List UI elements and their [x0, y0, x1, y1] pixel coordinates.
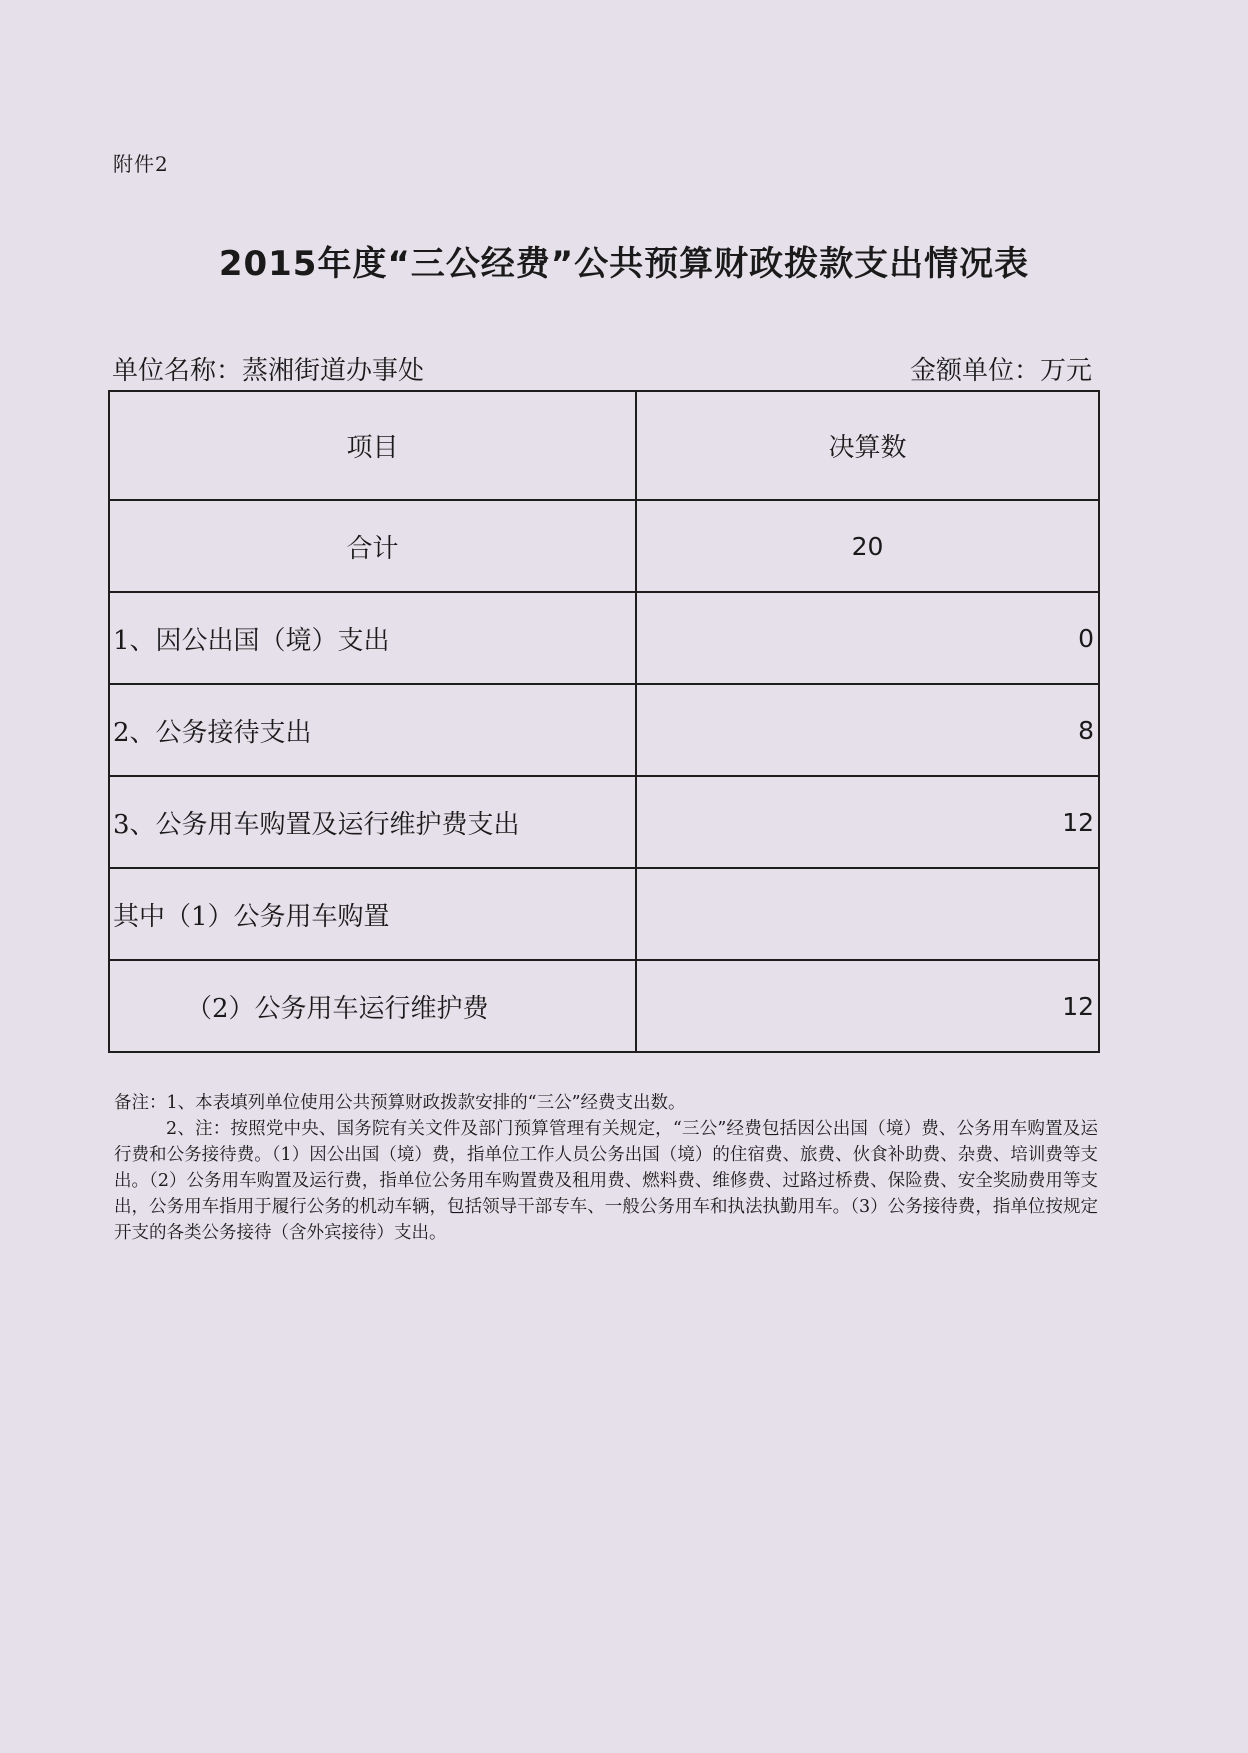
note-2: 2、注：按照党中央、国务院有关文件及部门预算管理有关规定，“三公”经费包括因公出国（境）费、公务用车购置及运行费和公务接待费。（1）因公出国（境）费，指单位工作人员公务出国（境）的住宿费、旅费、伙食补助费、杂费、培训费等支出。（2）公务用车购置及运行费，指单位公务用车购置费及租用费、燃料费、维修费、过路过桥费、保险费、安全奖励费用等支出，公务用车指用于履行公务的机动车辆，包括领导干部专车、一般公务用车和执法执勤用车。（3）公务接待费，指单位按规定开支的各类公务接待（含外宾接待）支出。 — [114, 1119, 1098, 1243]
table-row — [109, 592, 1099, 684]
table-header-row — [109, 391, 1099, 500]
row-value — [636, 868, 1099, 960]
row-value: 0 — [636, 592, 1099, 684]
row-value: 12 — [636, 776, 1099, 868]
row-value: 12 — [636, 960, 1099, 1052]
page-title: 2015年度“三公经费”公共预算财政拨款支出情况表 — [218, 244, 1030, 284]
row-value: 8 — [636, 684, 1099, 776]
column-header-item: 项目 — [109, 391, 636, 500]
budget-table — [108, 390, 1100, 1053]
attachment-label: 附件2 — [113, 152, 169, 176]
row-item-label: 2、公务接待支出 — [109, 684, 636, 776]
amount-unit: 金额单位：万元 — [909, 356, 1092, 386]
row-item-label: 3、公务用车购置及运行维护费支出 — [109, 776, 636, 868]
table-row — [109, 776, 1099, 868]
notes-section — [114, 1090, 1098, 1246]
column-header-value: 决算数 — [636, 391, 1099, 500]
table-row — [109, 960, 1099, 1052]
table-row-total — [109, 500, 1099, 592]
note-1: 备注：1、本表填列单位使用公共预算财政拨款安排的“三公”经费支出数。 — [114, 1093, 686, 1113]
row-item-label: 合计 — [109, 500, 636, 592]
row-item-label: （2）公务用车运行维护费 — [109, 960, 636, 1052]
unit-name: 单位名称：蒸湘街道办事处 — [112, 356, 425, 386]
row-value: 20 — [636, 500, 1099, 592]
table-row — [109, 868, 1099, 960]
row-item-label: 1、因公出国（境）支出 — [109, 592, 636, 684]
table-row — [109, 684, 1099, 776]
row-item-label: 其中（1）公务用车购置 — [109, 868, 636, 960]
